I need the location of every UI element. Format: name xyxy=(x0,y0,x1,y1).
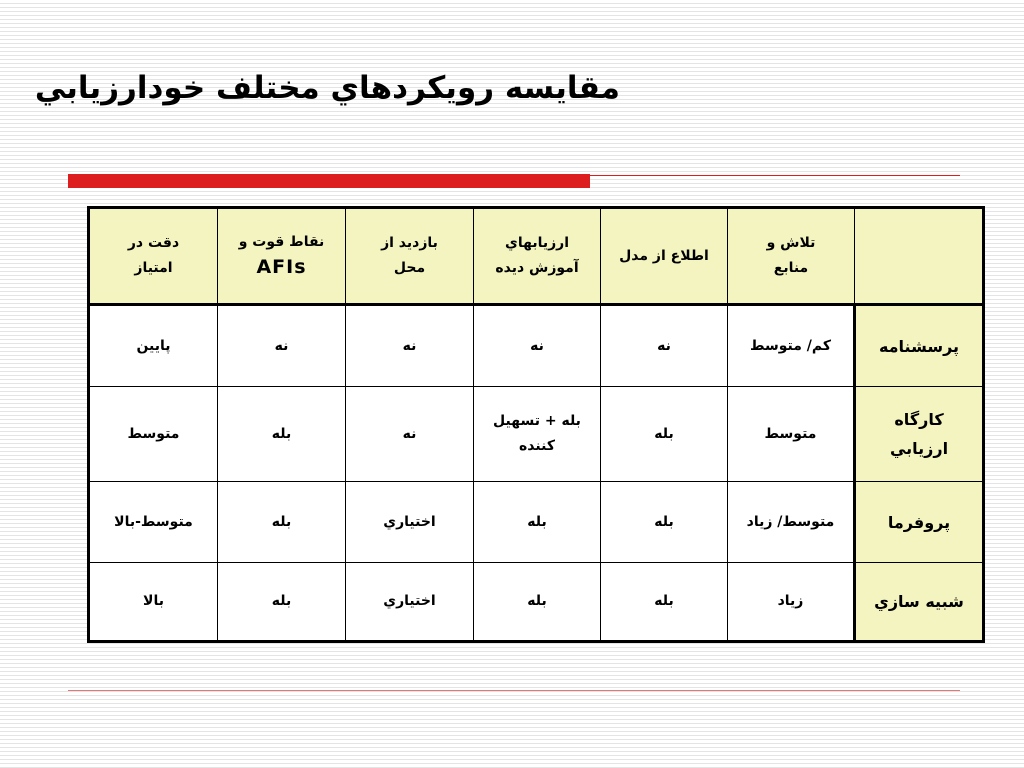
header-cell-line: نقاط قوت و xyxy=(238,234,325,250)
table-cell: متوسط xyxy=(89,387,218,482)
row-label-cell xyxy=(855,482,984,563)
table-cell: بله xyxy=(218,482,346,563)
header-cell-effort xyxy=(728,208,855,305)
row-label: شبيه سازي xyxy=(874,592,964,611)
table-cell: اختياري xyxy=(346,482,474,563)
row-label-cell xyxy=(855,305,984,387)
table-cell: متوسط/ زياد xyxy=(728,482,855,563)
header-corner-cell xyxy=(855,208,984,305)
header-cell-site-visit xyxy=(346,208,474,305)
table-cell: متوسط xyxy=(728,387,855,482)
header-cell-line: تلاش و xyxy=(766,235,816,251)
row-label: پروفرما xyxy=(887,512,951,532)
slide-title: مقايسه رويكردهاي مختلف خودارزيابي xyxy=(34,70,620,106)
header-cell-strengths-afis xyxy=(218,208,346,305)
row-label-line2: ارزيابي xyxy=(889,439,949,458)
header-cell-line: اطلاع از مدل xyxy=(619,247,709,264)
table-cell: كم/ متوسط xyxy=(728,305,855,387)
row-label: كارگاه xyxy=(894,410,944,429)
table-cell: پايين xyxy=(89,305,218,387)
table-cell: بله xyxy=(474,563,601,642)
table-cell: اختياري xyxy=(346,563,474,642)
table-cell: نه xyxy=(474,305,601,387)
row-label: پرسشنامه xyxy=(878,336,960,356)
table-cell: نه xyxy=(346,387,474,482)
header-cell-trained-assessors xyxy=(474,208,601,305)
table-cell: بله xyxy=(601,563,728,642)
table-row xyxy=(89,482,984,563)
table-cell: بله xyxy=(601,482,728,563)
comparison-table xyxy=(87,206,985,643)
header-cell-scoring-accuracy xyxy=(89,208,218,305)
table-cell: بالا xyxy=(89,563,218,642)
table-cell: بله xyxy=(218,563,346,642)
table-cell: نه xyxy=(218,305,346,387)
footer-divider-line xyxy=(68,690,960,691)
title-accent-line xyxy=(590,175,960,176)
comparison-table-wrapper xyxy=(87,206,982,643)
table-cell: متوسط-بالا xyxy=(89,482,218,563)
header-cell-line: دقت در xyxy=(127,235,180,251)
table-cell: بله xyxy=(601,387,728,482)
table-cell: بله xyxy=(474,482,601,563)
table-row xyxy=(89,305,984,387)
title-accent-bar xyxy=(68,174,590,188)
row-label-cell xyxy=(855,387,984,482)
header-cell-line: آموزش ديده xyxy=(495,260,579,276)
header-cell-line: محل xyxy=(393,260,426,276)
header-cell-model-knowledge xyxy=(601,208,728,305)
header-cell-line: منابع xyxy=(773,260,809,276)
table-cell: نه xyxy=(601,305,728,387)
table-cell: بله xyxy=(218,387,346,482)
table-row xyxy=(89,563,984,642)
table-row xyxy=(89,387,984,482)
header-cell-line: امتياز xyxy=(134,260,173,276)
header-cell-line: AFIs xyxy=(256,256,307,278)
header-cell-line: بازديد از xyxy=(381,235,438,251)
table-cell: بله + تسهيل كننده xyxy=(474,387,601,482)
table-cell: زياد xyxy=(728,563,855,642)
table-header-row xyxy=(89,208,984,305)
table-cell: نه xyxy=(346,305,474,387)
header-cell-line: ارزيابهاي xyxy=(504,235,570,251)
row-label-cell xyxy=(855,563,984,642)
